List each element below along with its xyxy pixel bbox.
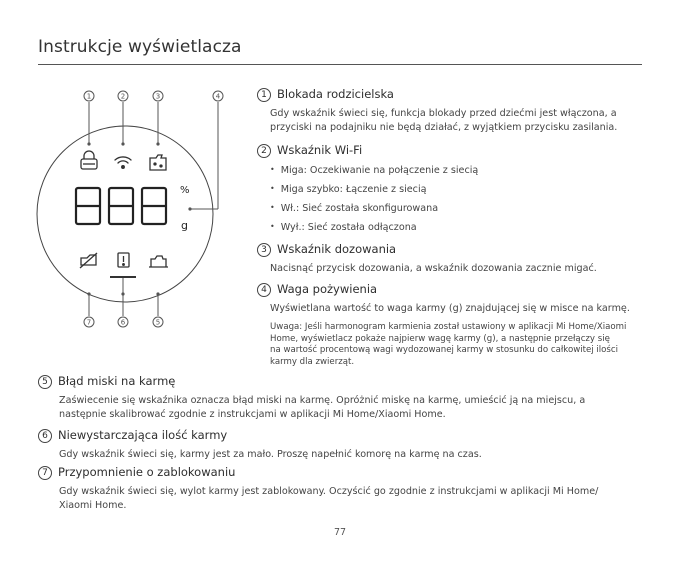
text: Przypomnienie o zablokowaniu [58, 465, 236, 479]
low-food-icon [118, 253, 129, 267]
text: Waga pożywienia [277, 282, 378, 296]
text: przyciski na podajniku nie będą działać, z wyjątkiem przycisku zasilania. [270, 122, 618, 133]
bowl-error-icon [149, 256, 168, 267]
text: Uwaga: Jeśli harmonogram karmienia został ustawiony w aplikacji Mi Home/Xiaomi [270, 322, 627, 332]
text: Blokada rodzicielska [277, 87, 394, 101]
label-5: 5 [155, 318, 161, 327]
section-heading [257, 242, 657, 257]
display-circle [37, 126, 213, 302]
text: Home, wyświetlacz pokaże najpierw wagę karmy (g), a następnie przełączy się [270, 333, 610, 344]
label-6: 6 [120, 318, 126, 327]
lock-icon [81, 151, 97, 169]
label-2: 2 [120, 92, 126, 101]
section-bowl-error [38, 374, 648, 422]
text: Nacisnąć przycisk dozowania, a wskaźnik dozowania zacznie migać. [270, 263, 597, 274]
text: Xiaomi Home. [59, 500, 127, 511]
section-blocked-reminder [38, 465, 648, 513]
label-3: 3 [155, 92, 161, 101]
label-1: 1 [86, 92, 92, 101]
list-item: • Miga szybko: Łączenie z siecią [270, 183, 657, 196]
section-number: 6 [38, 429, 52, 443]
label-7: 7 [86, 318, 92, 327]
text: Wskaźnik dozowania [277, 242, 397, 256]
section-heading [257, 87, 657, 102]
seven-segment-digits [76, 188, 166, 224]
section-heading [38, 465, 648, 480]
text: na wartość procentową wagi wydozowanej karmy w stosunku do całkowitej ilości [270, 345, 619, 355]
wifi-icon [115, 157, 131, 168]
text: następnie skalibrować zgodnie z instrukcjami w aplikacji Mi Home/Xiaomi Home. [59, 409, 446, 420]
text: Wyświetlana wartość to waga karmy (g) znajdującej się w misce na karmę. [270, 303, 630, 314]
text: Wskaźnik Wi-Fi [277, 143, 363, 157]
section-number: 2 [257, 144, 271, 158]
display-diagram [30, 82, 240, 332]
section-number: 7 [38, 466, 52, 480]
text [59, 448, 648, 462]
section-number: 5 [38, 375, 52, 389]
text: Błąd miski na karmę [58, 374, 176, 388]
section-heading [38, 428, 648, 443]
text: karmy dla zwierząt. [270, 356, 355, 367]
blocked-reminder-icon [80, 253, 97, 268]
section-parental-lock [257, 87, 657, 135]
text: Gdy wskaźnik świeci się, karmy jest za mało. Proszę napełnić komorę na karmę na czas. [59, 449, 482, 460]
label-4: 4 [215, 92, 221, 101]
title-rule [38, 64, 642, 65]
text: Zaświecenie się wskaźnika oznacza błąd miski na karmę. Opróżnić miskę na karmę, umieścić ją na miejscu, a [59, 395, 586, 406]
percent-unit: % [180, 185, 190, 196]
section-dispensing [257, 242, 657, 276]
section-number: 3 [257, 243, 271, 257]
text: Gdy wskaźnik świeci się, funkcja blokady przed dziećmi jest włączona, a [270, 108, 617, 119]
text [270, 164, 657, 234]
text [59, 394, 648, 422]
list-item: • Wł.: Sieć została skonfigurowana [270, 202, 657, 215]
text: Niewystarczająca ilość karmy [58, 428, 228, 442]
text [270, 107, 657, 135]
text: Gdy wskaźnik świeci się, wylot karmy jest zablokowany. Oczyścić go zgodnie z instrukcjami w aplikacji Mi Home/ [59, 486, 599, 497]
dispense-icon [150, 155, 166, 170]
section-number: 4 [257, 283, 271, 297]
section-heading [257, 143, 657, 158]
text [270, 262, 657, 276]
text [59, 485, 648, 513]
gram-unit: g [181, 219, 188, 232]
page-number: 77 [333, 527, 347, 538]
section-food-weight [257, 282, 657, 368]
section-wifi [257, 143, 657, 240]
text [270, 302, 657, 316]
text [270, 322, 657, 368]
page-title: Instrukcje wyświetlacza [38, 37, 242, 57]
list-item: • Wył.: Sieć została odłączona [270, 221, 657, 234]
section-number: 1 [257, 88, 271, 102]
section-low-food [38, 428, 648, 462]
section-heading [257, 282, 657, 297]
section-heading [38, 374, 648, 389]
list-item: • Miga: Oczekiwanie na połączenie z siecią [270, 164, 657, 177]
